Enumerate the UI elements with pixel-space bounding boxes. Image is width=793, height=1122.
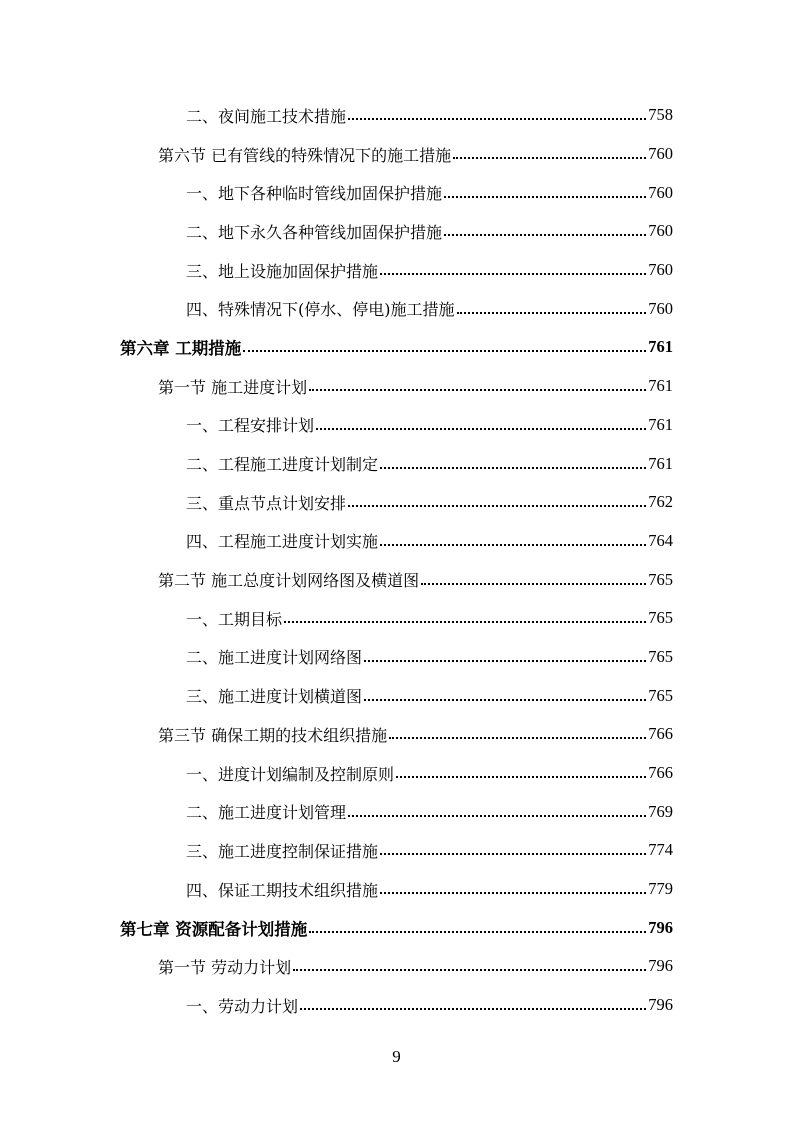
toc-dot-leader xyxy=(421,583,646,585)
toc-entry[interactable] xyxy=(0,792,793,831)
toc-entry-page: 761 xyxy=(648,453,673,473)
toc-entry[interactable] xyxy=(0,870,793,909)
toc-entry[interactable] xyxy=(0,173,793,212)
toc-entry-page: 760 xyxy=(648,298,673,318)
toc-entry-page: 765 xyxy=(648,685,673,705)
toc-dot-leader xyxy=(396,776,646,778)
toc-entry[interactable] xyxy=(0,483,793,522)
toc-entry-title: 二、地下永久各种管线加固保护措施 xyxy=(186,222,443,242)
toc-entry-page: 761 xyxy=(648,376,673,396)
toc-entry[interactable] xyxy=(0,135,793,174)
toc-entry[interactable] xyxy=(0,367,793,406)
toc-entry-page: 766 xyxy=(648,724,673,744)
toc-entry-title: 第七章 资源配备计划措施 xyxy=(120,919,308,939)
toc-entry-title: 第六章 工期措施 xyxy=(120,339,242,359)
toc-entry[interactable] xyxy=(0,599,793,638)
toc-dot-leader xyxy=(348,118,646,120)
toc-dot-leader xyxy=(444,196,646,198)
toc-entry-title: 第二节 施工总度计划网络图及横道图 xyxy=(158,571,420,591)
toc-entry-page: 760 xyxy=(648,144,673,164)
toc-entry-title: 一、地下各种临时管线加固保护措施 xyxy=(186,184,443,204)
toc-entry[interactable] xyxy=(0,986,793,1025)
toc-dot-leader xyxy=(309,931,646,933)
toc-entry-title: 二、施工进度计划网络图 xyxy=(186,648,363,668)
toc-entry-page: 761 xyxy=(648,414,673,434)
toc-dot-leader xyxy=(284,621,646,623)
toc-entry-page: 796 xyxy=(648,995,673,1015)
toc-entry-page: 765 xyxy=(648,646,673,666)
toc-entry-title: 三、地上设施加固保护措施 xyxy=(186,261,379,281)
toc-entry-title: 三、施工进度计划横道图 xyxy=(186,687,363,707)
toc-entry-page: 760 xyxy=(648,260,673,280)
toc-dot-leader xyxy=(444,234,646,236)
toc-entry-title: 四、保证工期技术组织措施 xyxy=(186,880,379,900)
toc-entry[interactable] xyxy=(0,560,793,599)
toc-entry-page: 760 xyxy=(648,182,673,202)
toc-entry-page: 766 xyxy=(648,763,673,783)
toc-entry-page: 764 xyxy=(648,530,673,550)
toc-entry-page: 796 xyxy=(648,917,673,937)
toc-entry-title: 二、施工进度计划管理 xyxy=(186,803,347,823)
toc-entry-page: 762 xyxy=(648,492,673,512)
toc-entry-page: 758 xyxy=(648,105,673,125)
toc-entry-title: 三、重点节点计划安排 xyxy=(186,493,347,513)
toc-entry-page: 765 xyxy=(648,569,673,589)
toc-entry[interactable] xyxy=(0,676,793,715)
toc-entry-title: 一、工期目标 xyxy=(186,609,283,629)
toc-entry-title: 第三节 确保工期的技术组织措施 xyxy=(158,725,388,745)
toc-entry-page: 796 xyxy=(648,956,673,976)
toc-dot-leader xyxy=(364,660,646,662)
toc-dot-leader xyxy=(243,350,646,352)
toc-entry[interactable] xyxy=(0,289,793,328)
toc-entry-title: 第一节 劳动力计划 xyxy=(158,957,292,977)
page-number: 9 xyxy=(392,1047,401,1066)
toc-entry-page: 779 xyxy=(648,879,673,899)
toc-dot-leader xyxy=(380,853,646,855)
toc-entry[interactable] xyxy=(0,96,793,135)
toc-entry[interactable] xyxy=(0,444,793,483)
toc-dot-leader xyxy=(348,815,646,817)
toc-entry-page: 765 xyxy=(648,608,673,628)
toc-dot-leader xyxy=(380,467,646,469)
toc-entry[interactable] xyxy=(0,328,793,367)
toc-dot-leader xyxy=(380,544,646,546)
toc-entry-title: 四、特殊情况下(停水、停电)施工措施 xyxy=(186,300,455,320)
toc-dot-leader xyxy=(348,505,646,507)
toc-entry[interactable] xyxy=(0,406,793,445)
toc-entry[interactable] xyxy=(0,715,793,754)
toc-dot-leader xyxy=(300,1008,646,1010)
toc-entry[interactable] xyxy=(0,638,793,677)
toc-entry-title: 一、工程安排计划 xyxy=(186,416,315,436)
toc-entry-page: 769 xyxy=(648,801,673,821)
toc-entry[interactable] xyxy=(0,522,793,561)
toc-entry[interactable] xyxy=(0,947,793,986)
toc-dot-leader xyxy=(364,699,646,701)
toc-entry[interactable] xyxy=(0,212,793,251)
toc-dot-leader xyxy=(316,428,646,430)
toc-dot-leader xyxy=(457,312,647,314)
toc-entry-title: 第一节 施工进度计划 xyxy=(158,377,308,397)
toc-entry[interactable] xyxy=(0,754,793,793)
toc-entry-title: 一、进度计划编制及控制原则 xyxy=(186,764,395,784)
toc-entry-title: 三、施工进度控制保证措施 xyxy=(186,841,379,861)
toc-dot-leader xyxy=(453,157,646,159)
toc-entry-title: 二、夜间施工技术措施 xyxy=(186,106,347,126)
toc-dot-leader xyxy=(380,892,646,894)
toc-dot-leader xyxy=(293,969,646,971)
toc-entry-page: 774 xyxy=(648,840,673,860)
toc-entry[interactable] xyxy=(0,908,793,947)
toc-entry-page: 760 xyxy=(648,221,673,241)
toc-entry-title: 一、劳动力计划 xyxy=(186,996,299,1016)
toc-entry-page: 761 xyxy=(648,337,673,357)
table-of-contents xyxy=(0,96,793,1025)
toc-dot-leader xyxy=(389,737,646,739)
toc-dot-leader xyxy=(380,273,646,275)
toc-entry-title: 第六节 已有管线的特殊情况下的施工措施 xyxy=(158,145,452,165)
toc-entry[interactable] xyxy=(0,831,793,870)
toc-dot-leader xyxy=(309,389,646,391)
toc-entry[interactable] xyxy=(0,251,793,290)
toc-entry-title: 二、工程施工进度计划制定 xyxy=(186,455,379,475)
toc-entry-title: 四、工程施工进度计划实施 xyxy=(186,532,379,552)
